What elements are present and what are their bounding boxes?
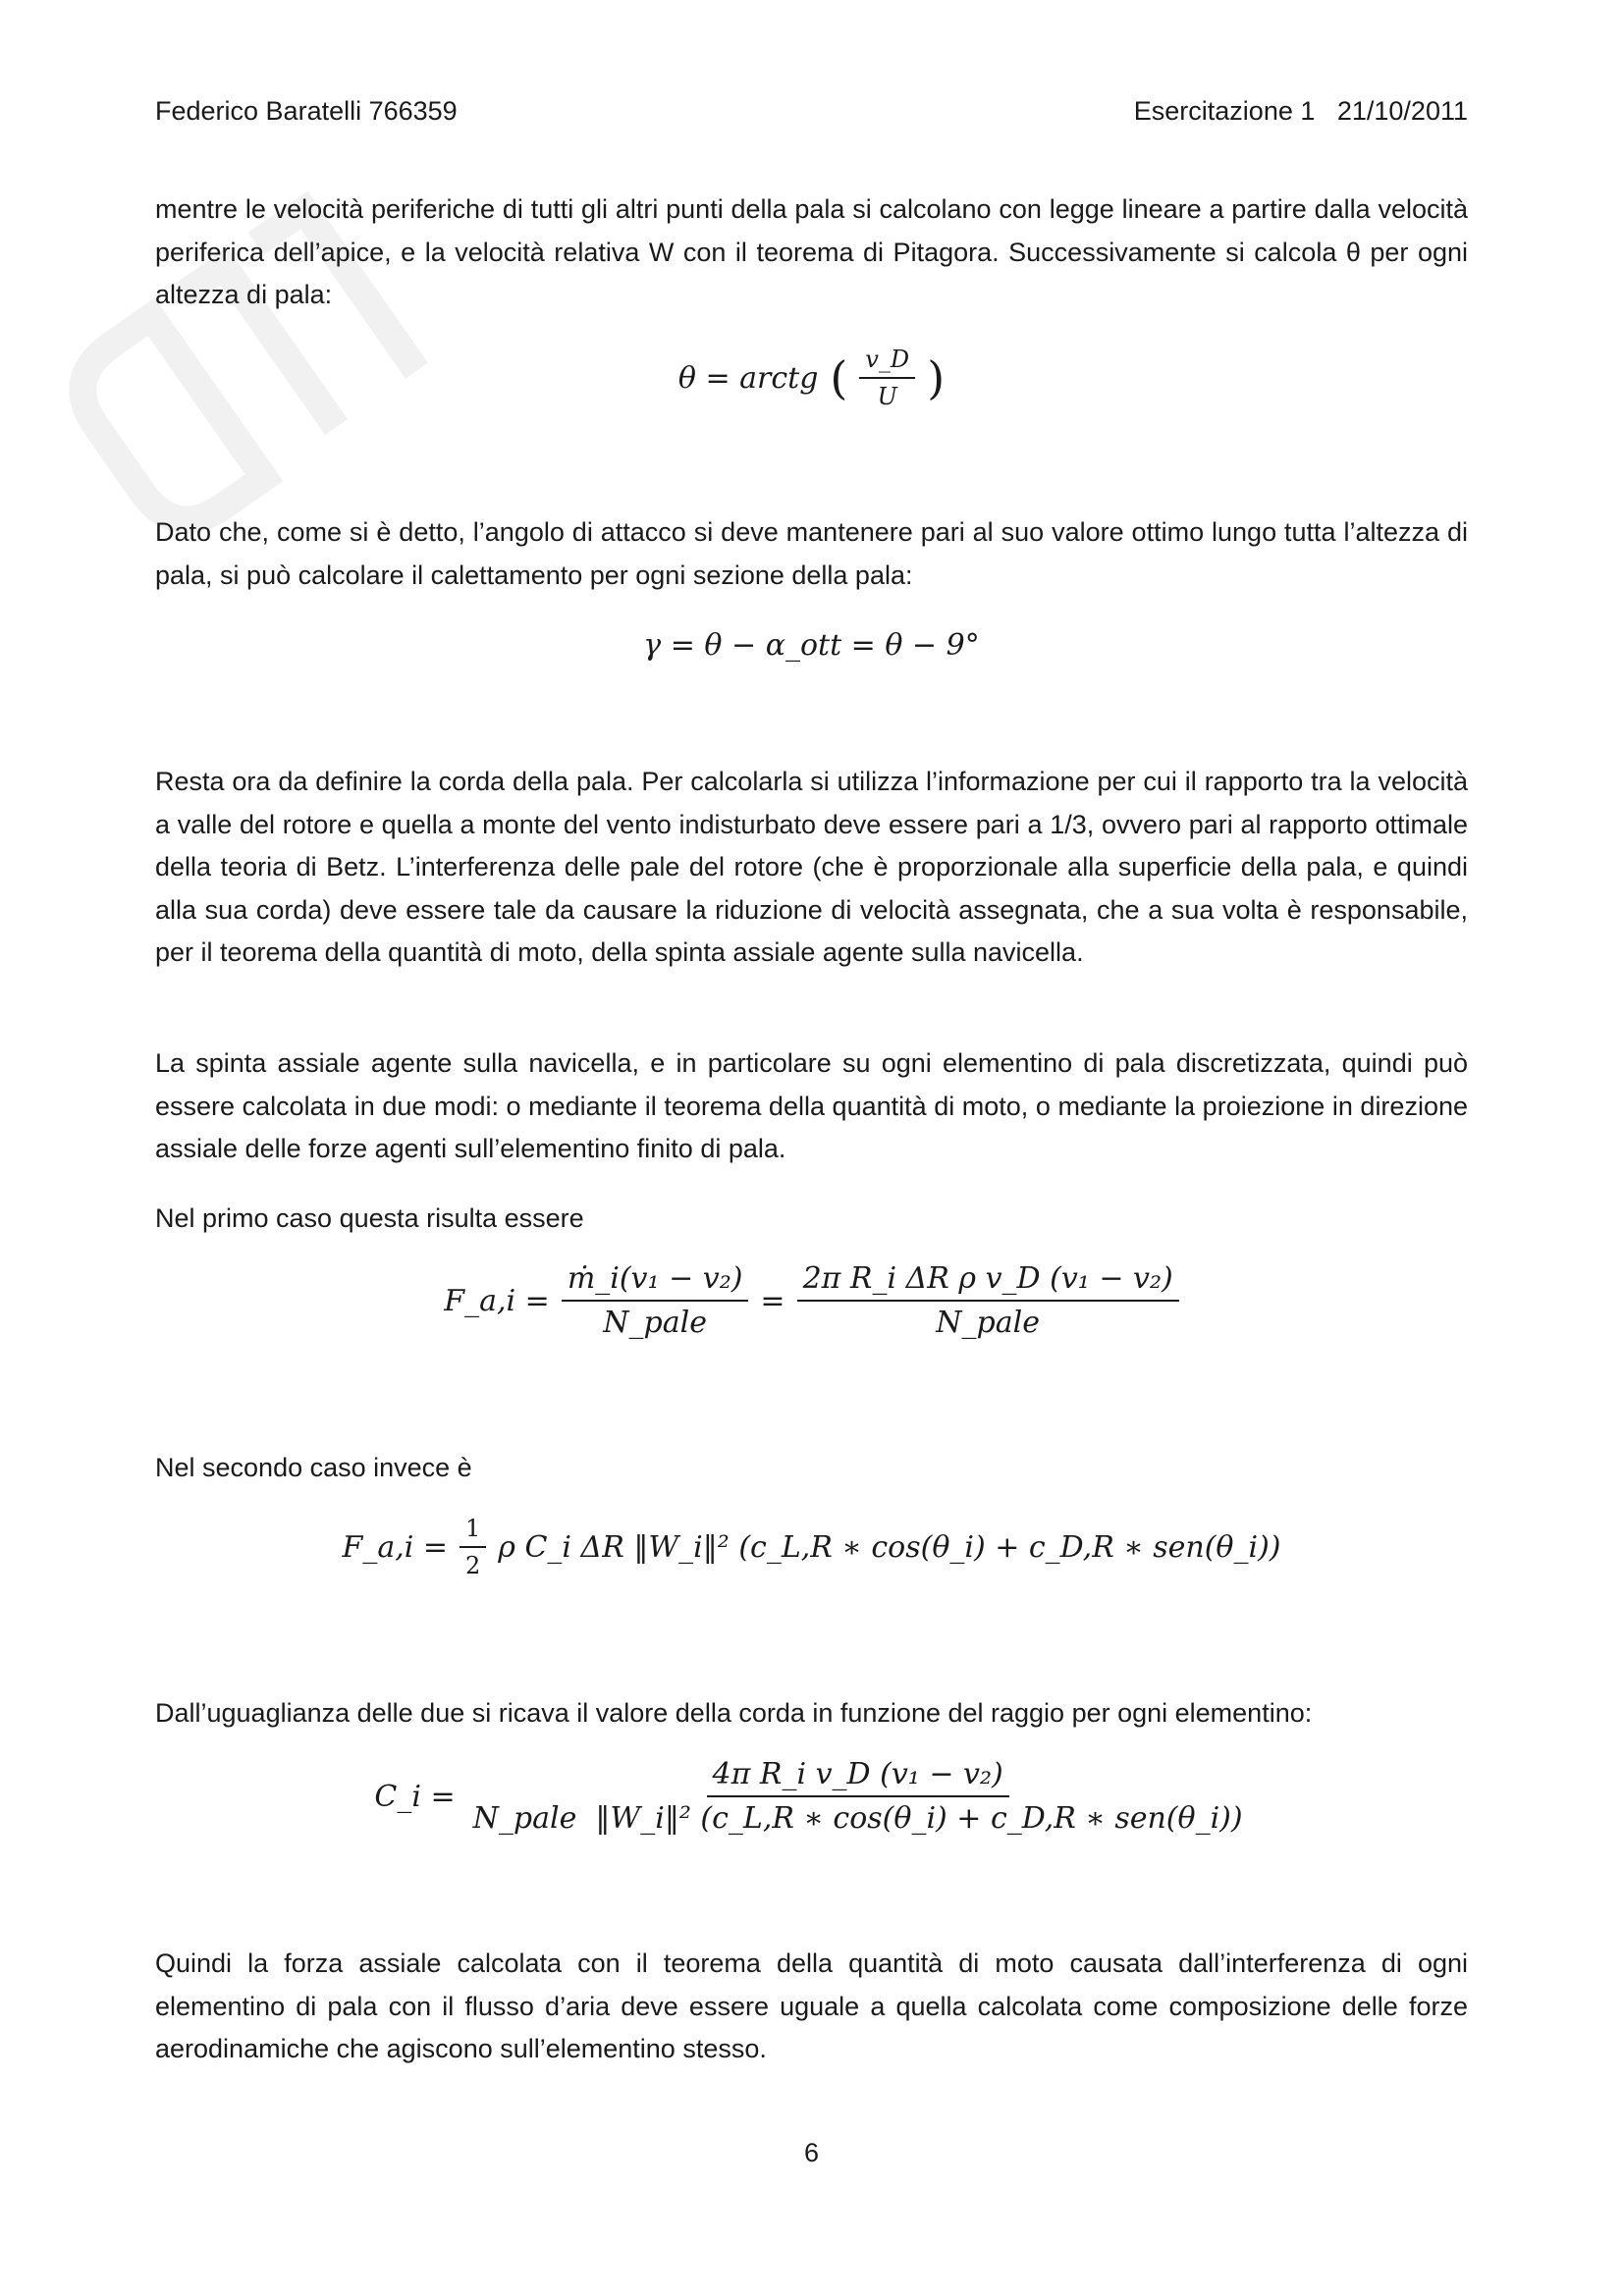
formula-f5-fraction — [467, 1757, 1249, 1836]
formula-theta-den: U — [877, 383, 897, 410]
formula-f4-num: 1 — [460, 1515, 486, 1548]
formula-f3-num2: 2π R_i ΔR ρ v_D (v₁ − v₂) — [797, 1261, 1179, 1302]
formula-chord — [0, 1757, 1623, 1836]
formula-f5-lhs: C_i = — [374, 1779, 456, 1814]
formula-f3-equals: = — [760, 1283, 785, 1318]
formula-f4-lhs: F_a,i = — [342, 1529, 449, 1565]
formula-theta-fraction — [859, 346, 915, 410]
formula-f3-den2: N_pale — [936, 1306, 1040, 1340]
formula-f4-den: 2 — [465, 1552, 481, 1579]
formula-theta: θ = arctg ( $\frac{v\_D}{U}$ ) — [677, 346, 946, 410]
formula-f3-fraction-2 — [797, 1261, 1179, 1340]
formula-axial-force-aero — [0, 1515, 1623, 1579]
formula-axial-force-momentum — [0, 1261, 1623, 1340]
formula-theta-lhs: θ = arctg — [677, 360, 819, 396]
paragraph-1: mentre le velocità periferiche di tutti gli altri punti della pala si calcolano con legge lineare a partire dalla velocità periferica dell’apice, e la velocità relativa W con il teorema di Pitagora. Successivamente si calcola θ per ogni altezza di pala: — [155, 194, 1468, 309]
formula-gamma — [0, 628, 1623, 663]
formula-f5-num: 4π R_i v_D (v₁ − v₂) — [707, 1757, 1009, 1797]
paragraph-3: Resta ora da definire la corda della pala. Per calcolarla si utilizza l’informazione per cui il rapporto tra la velocità a valle del rotore e quella a monte del vento indisturbato deve essere pari a 1/3, ovvero pari al rapporto ottimale della teoria di Betz. L’interferenza delle pale del rotore (che è proporzionale alla superficie della pala, e quindi alla sua corda) deve essere tale da causare la riduzione di velocità assegnata, che a sua volta è responsabile, per il teorema della quantità di moto, della spinta assiale agente sulla navicella. — [155, 767, 1468, 967]
formula-f4-rhs: ρ C_i ΔR ‖W_i‖² (c_L,R ∗ cos(θ_i) + c_D,R ∗ sen(θ_i)) — [498, 1529, 1281, 1565]
formula-f3-den1: N_pale — [603, 1306, 707, 1340]
page-number: 6 — [803, 2138, 820, 2167]
header-exercise: Esercitazione 1 21/10/2011 — [1133, 96, 1468, 126]
paragraph-5: Nel primo caso questa risulta essere — [155, 1203, 584, 1233]
paragraph-2: Dato che, come si è detto, l’angolo di attacco si deve mantenere pari al suo valore ottimo lungo tutta l’altezza di pala, si può calcolare il calettamento per ogni sezione della pala: — [155, 517, 1468, 590]
formula-f3-num1: ṁ_i(v₁ − v₂) — [562, 1261, 749, 1302]
formula-f3-fraction-1 — [562, 1261, 749, 1340]
formula-theta-num: v_D — [859, 346, 915, 379]
paragraph-6: Nel secondo caso invece è — [155, 1453, 472, 1482]
formula-f4-fraction — [460, 1515, 486, 1579]
formula-f3-lhs: F_a,i = — [444, 1283, 550, 1318]
paragraph-8: Quindi la forza assiale calcolata con il teorema della quantità di moto causata dall’interferenza di ogni elementino di pala con il flusso d’aria deve essere uguale a quella calcolata come composizione delle forze aerodinamiche che agiscono sull’elementino stesso. — [155, 1949, 1468, 2063]
formula-gamma-text: γ = θ − α_ott = θ − 9° — [643, 628, 980, 663]
page-header — [155, 96, 1468, 135]
paragraph-7: Dall’uguaglianza delle due si ricava il valore della corda in funzione del raggio per ogni elementino: — [155, 1698, 1313, 1728]
header-author: Federico Baratelli 766359 — [155, 96, 458, 126]
formula-f5-den: N_pale ‖W_i‖² (c_L,R ∗ cos(θ_i) + c_D,R ∗ sen(θ_i)) — [472, 1801, 1243, 1836]
paragraph-4: La spinta assiale agente sulla navicella, e in particolare su ogni elementino di pala discretizzata, quindi può essere calcolata in due modi: o mediante il teorema della quantità di moto, o mediante la proiezione in direzione assiale delle forze agenti sull’elementino finito di pala. — [155, 1048, 1468, 1163]
